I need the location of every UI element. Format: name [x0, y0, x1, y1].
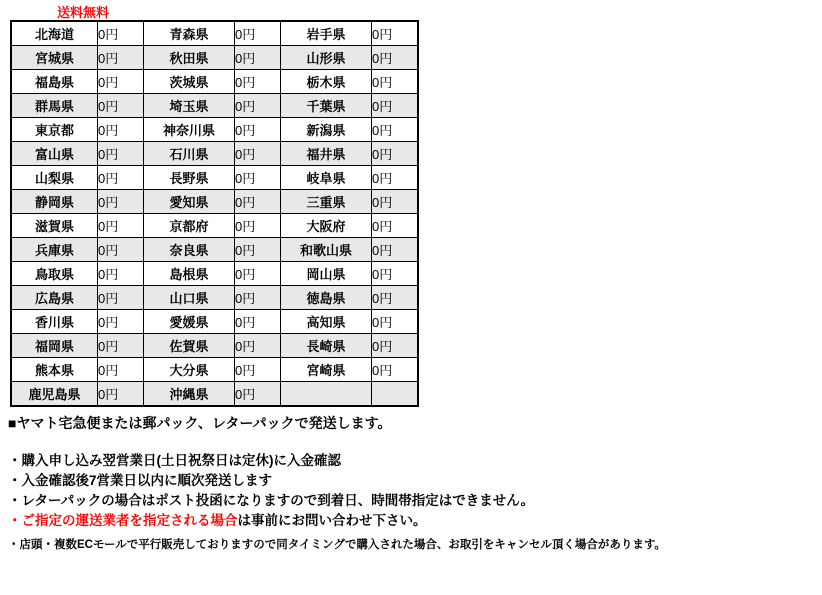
price-cell: 0円 [372, 46, 419, 70]
prefecture-cell: 岡山県 [281, 262, 372, 286]
price-cell: 0円 [372, 166, 419, 190]
prefecture-cell: 大阪府 [281, 214, 372, 238]
prefecture-cell: 長野県 [144, 166, 235, 190]
price-cell: 0円 [98, 382, 144, 407]
prefecture-cell: 青森県 [144, 21, 235, 46]
table-row [11, 286, 418, 310]
price-cell: 0円 [235, 118, 281, 142]
price-cell: 0円 [235, 94, 281, 118]
price-cell: 0円 [235, 262, 281, 286]
price-cell: 0円 [98, 334, 144, 358]
prefecture-cell: 福島県 [11, 70, 98, 94]
prefecture-cell: 奈良県 [144, 238, 235, 262]
prefecture-cell: 岐阜県 [281, 166, 372, 190]
price-cell: 0円 [372, 142, 419, 166]
note-line-4-red: ・ご指定の運送業者を指定される場合 [8, 513, 238, 528]
price-cell: 0円 [372, 262, 419, 286]
price-cell: 0円 [235, 190, 281, 214]
prefecture-cell: 京都府 [144, 214, 235, 238]
price-cell: 0円 [235, 238, 281, 262]
table-row [11, 46, 418, 70]
price-cell: 0円 [372, 286, 419, 310]
note-line-5: ・店頭・複数ECモールで平行販売しておりますので同タイミングで購入された場合、お取引をキャンセル頂く場合があります。 [8, 539, 666, 551]
free-shipping-banner: 送料無料 [57, 5, 110, 20]
prefecture-cell: 兵庫県 [11, 238, 98, 262]
price-cell: 0円 [235, 334, 281, 358]
price-cell: 0円 [235, 358, 281, 382]
price-cell: 0円 [98, 190, 144, 214]
table-row [11, 334, 418, 358]
prefecture-cell: 山梨県 [11, 166, 98, 190]
prefecture-cell: 秋田県 [144, 46, 235, 70]
price-cell: 0円 [98, 214, 144, 238]
price-cell: 0円 [372, 21, 419, 46]
table-row [11, 94, 418, 118]
prefecture-cell: 島根県 [144, 262, 235, 286]
prefecture-cell: 鳥取県 [11, 262, 98, 286]
price-cell: 0円 [235, 142, 281, 166]
price-cell: 0円 [98, 94, 144, 118]
table-row [11, 214, 418, 238]
price-cell: 0円 [235, 166, 281, 190]
prefecture-cell: 佐賀県 [144, 334, 235, 358]
prefecture-cell: 石川県 [144, 142, 235, 166]
price-cell: 0円 [98, 21, 144, 46]
table-row [11, 142, 418, 166]
prefecture-cell: 福岡県 [11, 334, 98, 358]
price-cell: 0円 [98, 358, 144, 382]
prefecture-cell: 埼玉県 [144, 94, 235, 118]
prefecture-cell: 福井県 [281, 142, 372, 166]
table-row [11, 21, 418, 46]
note-line-2: ・入金確認後7営業日以内に順次発送します [8, 473, 273, 488]
note-line-3: ・レターパックの場合はポスト投函になりますので到着日、時間帯指定はできません。 [8, 493, 535, 508]
price-cell: 0円 [98, 46, 144, 70]
prefecture-cell: 静岡県 [11, 190, 98, 214]
prefecture-cell: 広島県 [11, 286, 98, 310]
table-row [11, 262, 418, 286]
prefecture-cell: 高知県 [281, 310, 372, 334]
table-row [11, 238, 418, 262]
price-cell: 0円 [372, 214, 419, 238]
price-cell: 0円 [235, 21, 281, 46]
prefecture-cell: 千葉県 [281, 94, 372, 118]
price-cell: 0円 [98, 118, 144, 142]
price-cell: 0円 [98, 286, 144, 310]
prefecture-cell: 滋賀県 [11, 214, 98, 238]
prefecture-cell: 宮城県 [11, 46, 98, 70]
table-row [11, 190, 418, 214]
table-row [11, 310, 418, 334]
price-cell: 0円 [98, 70, 144, 94]
prefecture-cell: 山口県 [144, 286, 235, 310]
prefecture-cell: 群馬県 [11, 94, 98, 118]
price-cell: 0円 [98, 262, 144, 286]
price-cell: 0円 [235, 382, 281, 407]
shipping-notes [8, 413, 814, 552]
table-row [11, 358, 418, 382]
prefecture-cell: 香川県 [11, 310, 98, 334]
price-cell: 0円 [372, 358, 419, 382]
prefecture-cell: 新潟県 [281, 118, 372, 142]
note-line-4 [8, 511, 814, 531]
note-line-1: ・購入申し込み翌営業日(土日祝祭日は定休)に入金確認 [8, 453, 341, 468]
prefecture-cell: 東京都 [11, 118, 98, 142]
prefecture-cell: 北海道 [11, 21, 98, 46]
prefecture-cell: 岩手県 [281, 21, 372, 46]
table-row [11, 382, 418, 407]
price-cell: 0円 [98, 166, 144, 190]
shipping-fee-table-body [11, 21, 418, 406]
notes-heading: ■ヤマト宅急便または郵パック、レターパックで発送します。 [8, 415, 392, 431]
prefecture-cell: 栃木県 [281, 70, 372, 94]
prefecture-cell: 熊本県 [11, 358, 98, 382]
prefecture-cell: 和歌山県 [281, 238, 372, 262]
price-cell: 0円 [372, 70, 419, 94]
price-cell: 0円 [235, 286, 281, 310]
prefecture-cell: 宮崎県 [281, 358, 372, 382]
price-cell: 0円 [372, 334, 419, 358]
prefecture-cell: 山形県 [281, 46, 372, 70]
shipping-fee-table [10, 20, 419, 407]
prefecture-cell: 三重県 [281, 190, 372, 214]
prefecture-cell: 愛知県 [144, 190, 235, 214]
price-cell: 0円 [372, 190, 419, 214]
price-cell: 0円 [98, 142, 144, 166]
prefecture-cell: 大分県 [144, 358, 235, 382]
price-cell: 0円 [372, 118, 419, 142]
prefecture-cell-empty [281, 382, 372, 407]
table-row [11, 166, 418, 190]
table-row [11, 70, 418, 94]
prefecture-cell: 茨城県 [144, 70, 235, 94]
price-cell: 0円 [235, 214, 281, 238]
prefecture-cell: 神奈川県 [144, 118, 235, 142]
price-cell: 0円 [372, 238, 419, 262]
prefecture-cell: 富山県 [11, 142, 98, 166]
prefecture-cell: 沖縄県 [144, 382, 235, 407]
price-cell: 0円 [98, 310, 144, 334]
table-row [11, 118, 418, 142]
note-line-4-black: は事前にお問い合わせ下さい。 [237, 513, 427, 528]
price-cell: 0円 [98, 238, 144, 262]
price-cell: 0円 [235, 46, 281, 70]
price-cell: 0円 [235, 310, 281, 334]
prefecture-cell: 長崎県 [281, 334, 372, 358]
prefecture-cell: 愛媛県 [144, 310, 235, 334]
price-cell: 0円 [372, 310, 419, 334]
price-cell: 0円 [235, 70, 281, 94]
price-cell-empty [372, 382, 419, 407]
prefecture-cell: 徳島県 [281, 286, 372, 310]
price-cell: 0円 [372, 94, 419, 118]
prefecture-cell: 鹿児島県 [11, 382, 98, 407]
